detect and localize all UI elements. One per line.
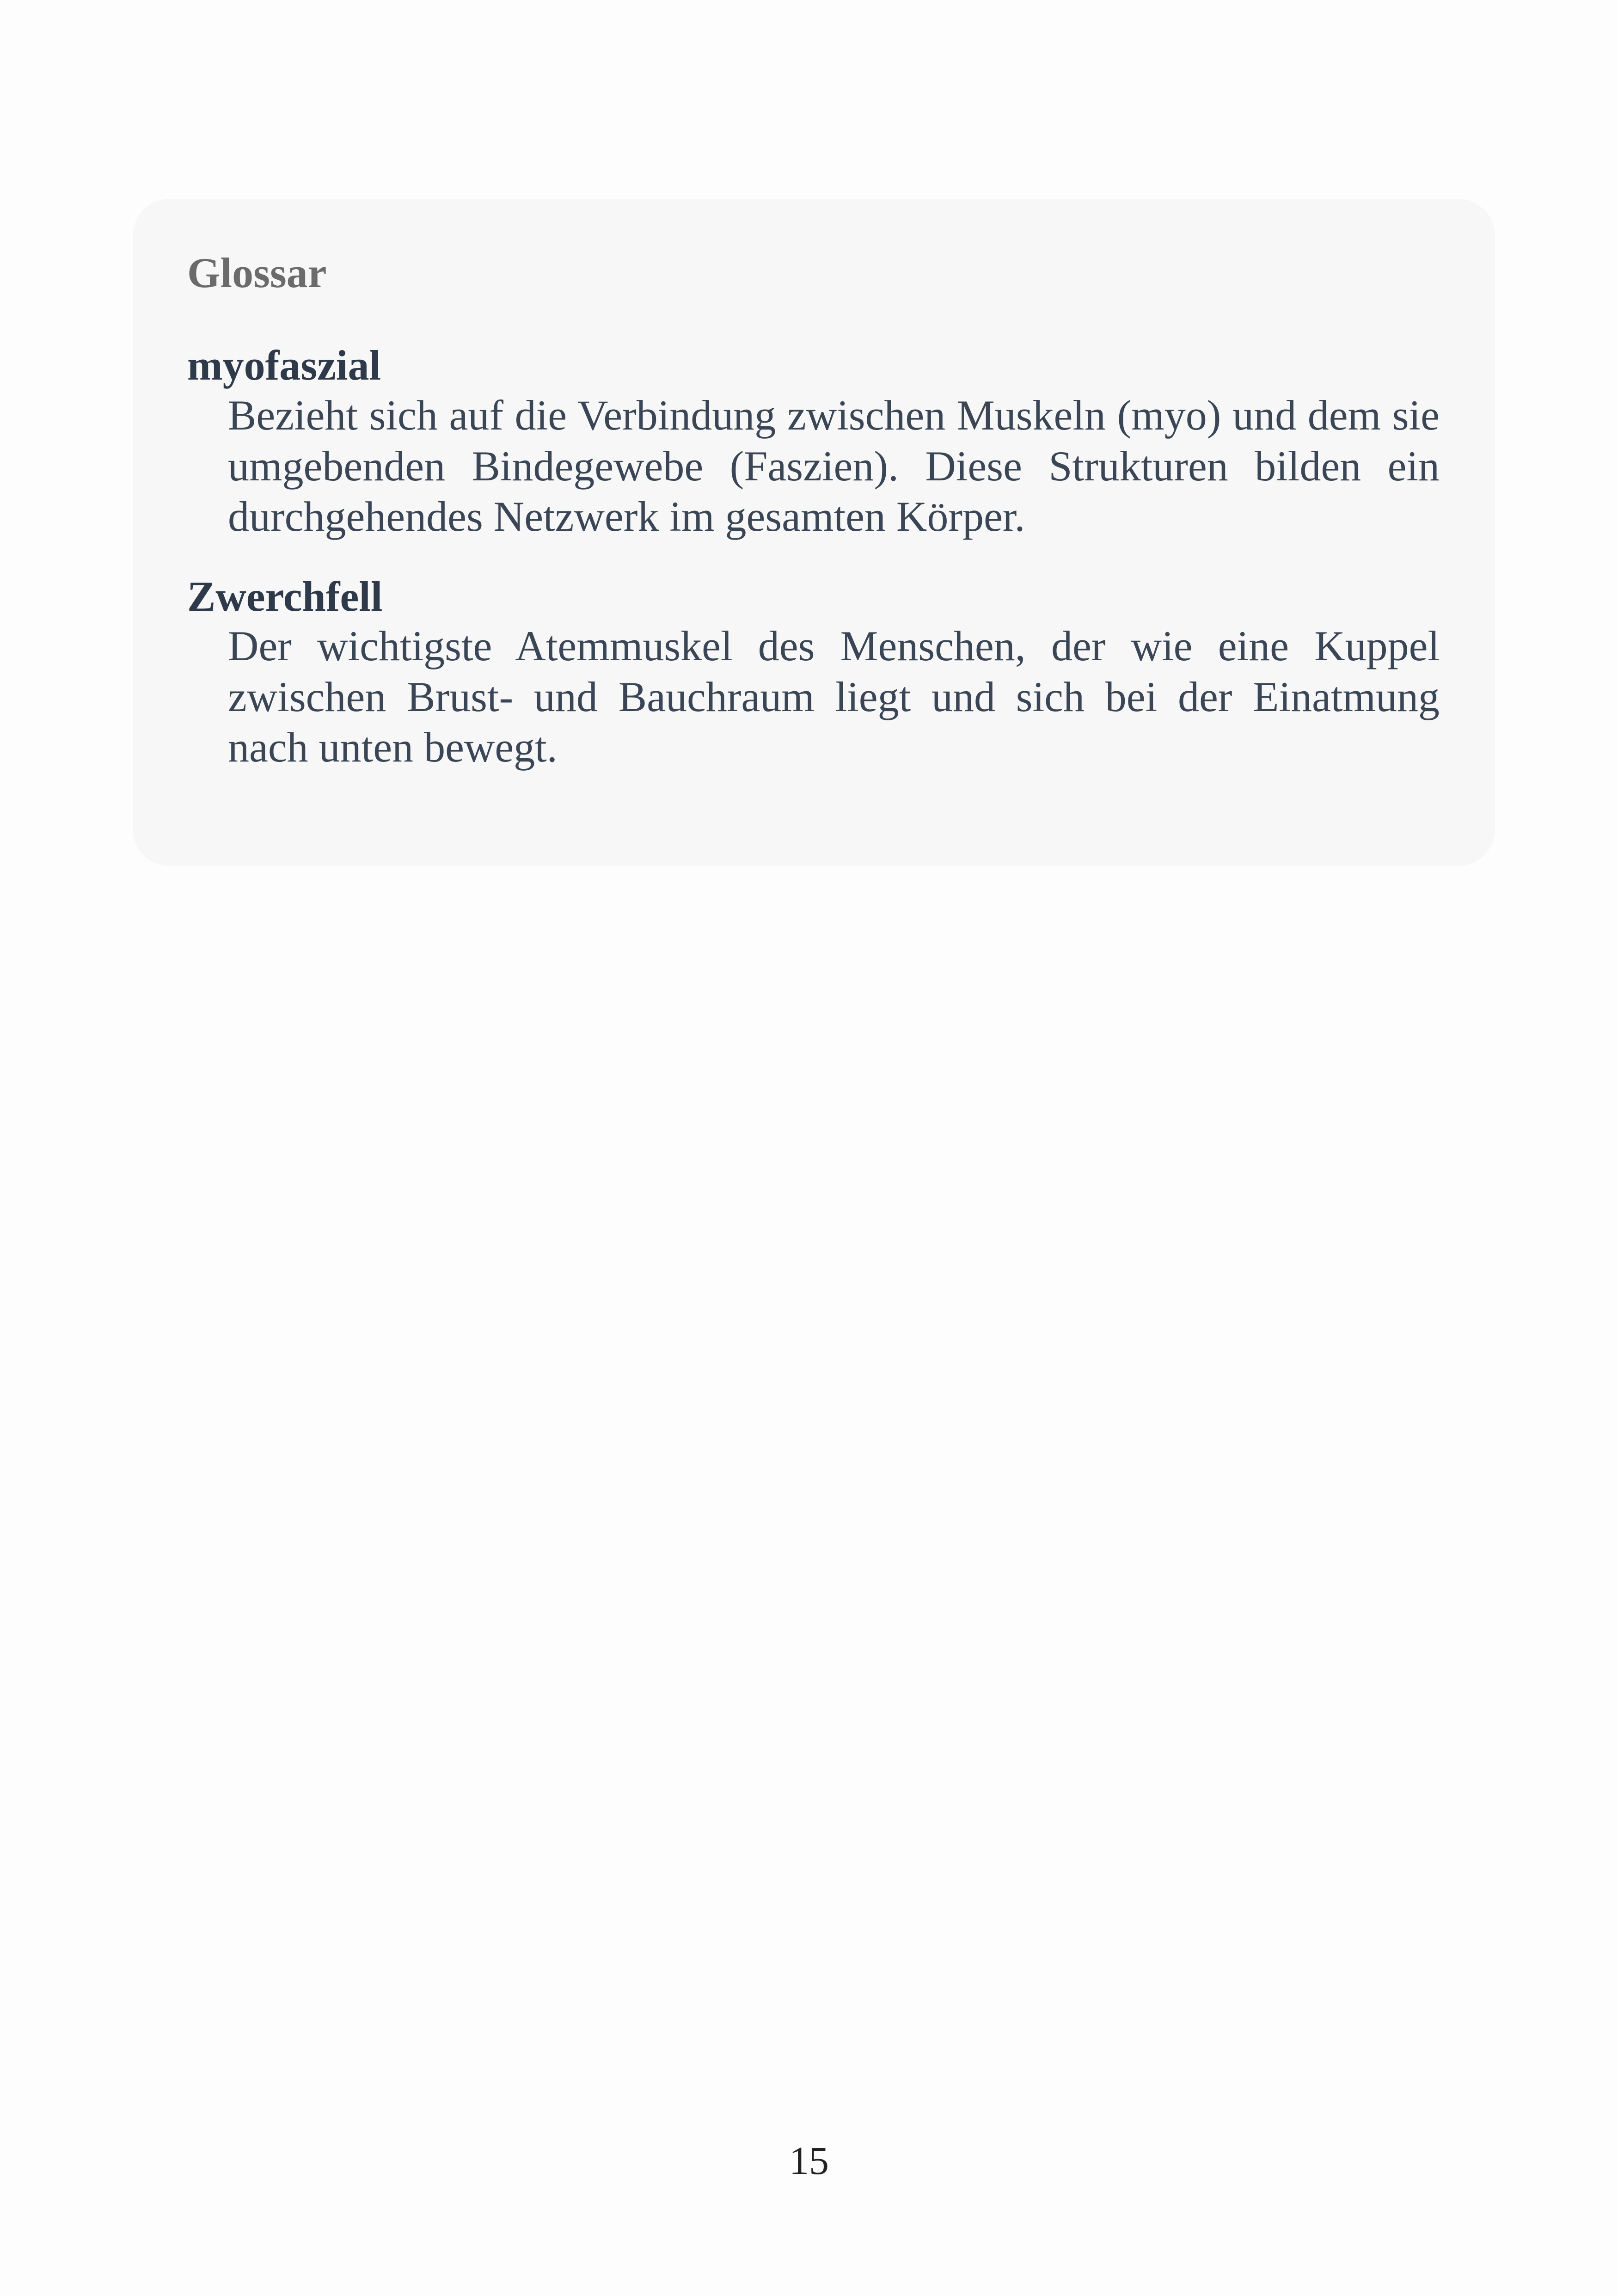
page-number: 15 bbox=[789, 2138, 829, 2183]
glossary-title: Glossar bbox=[187, 249, 327, 296]
glossary-entry bbox=[187, 572, 1440, 773]
glossary-term: myofaszial bbox=[187, 342, 381, 389]
glossary-definition: Bezieht sich auf die Verbindung zwischen Muskeln (myo) und dem sie umgebenden Bindegewebe (Faszien). Diese Strukturen bilden ein durchgehendes Netzwerk im gesamten Körper. bbox=[228, 392, 1440, 540]
glossary-entry bbox=[187, 341, 1440, 542]
glossary-term: Zwerchfell bbox=[187, 572, 383, 620]
glossary-box bbox=[133, 199, 1495, 866]
glossary-definition: Der wichtigste Atemmuskel des Menschen, der wie eine Kuppel zwischen Brust- und Bauchraum liegt und sich bei der Einatmung nach unten bewegt. bbox=[228, 622, 1440, 771]
